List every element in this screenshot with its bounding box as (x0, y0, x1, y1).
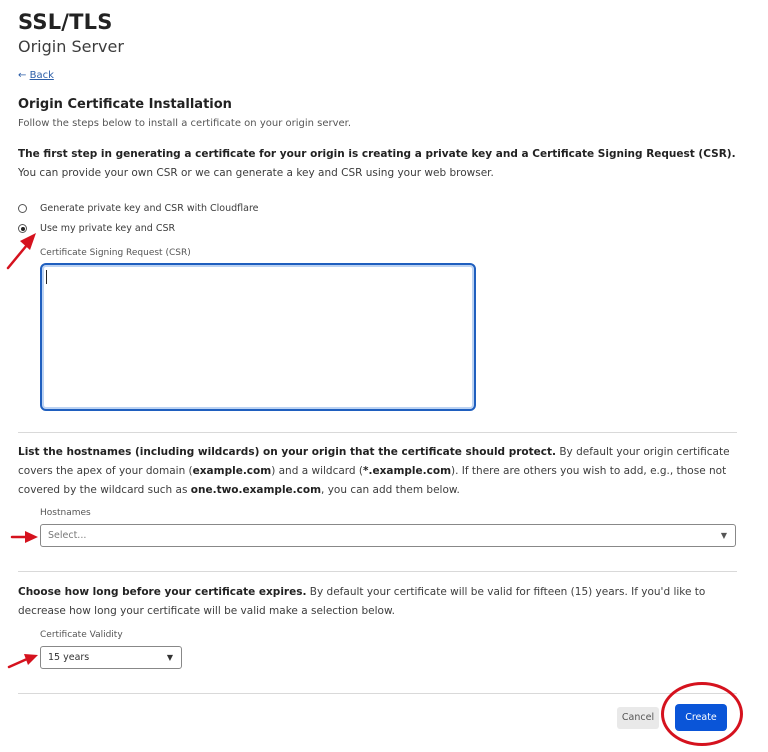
radio-label-generate: Generate private key and CSR with Cloudflare (40, 203, 259, 214)
step1-bold: The first step in generating a certificate for your origin is creating a private key and a Certificate Signing Request (CSR). (18, 148, 736, 160)
hostnames-bold: List the hostnames (including wildcards) on your origin that the certificate should protect. (18, 446, 556, 458)
section-title: Origin Certificate Installation (18, 97, 232, 112)
arrow-icon (8, 233, 36, 268)
chevron-down-icon: ▼ (720, 531, 727, 540)
arrow-icon (9, 654, 38, 667)
create-button[interactable]: Create (675, 704, 727, 731)
validity-rest: By default your certificate will be valid for fifteen (15) years. If you'd like to decrease how long your certificate will be valid make a selection below. (18, 586, 706, 617)
hostname-wildcard: *.example.com (363, 465, 452, 477)
validity-value: 15 years (48, 652, 90, 663)
hostnames-text-1: By default your origin certificate covers the apex of your domain ( (18, 446, 730, 477)
hostnames-text-2: ) and a wildcard ( (271, 465, 364, 477)
radio-label-own: Use my private key and CSR (40, 223, 176, 234)
section-description: Follow the steps below to install a certificate on your origin server. (18, 118, 352, 129)
cancel-button[interactable]: Cancel (617, 707, 659, 729)
hostnames-placeholder: Select... (48, 530, 87, 541)
hostnames-label: Hostnames (40, 508, 91, 518)
hostnames-text-3: ). If there are others you wish to add, e.g., those not covered by the wildcard such as (18, 465, 727, 496)
arrow-icon (12, 531, 38, 543)
back-arrow-icon: ← (18, 70, 27, 81)
page-subtitle: Origin Server (18, 37, 124, 56)
back-link-label: Back (29, 70, 54, 81)
validity-bold: Choose how long before your certificate expires. (18, 586, 307, 598)
step1-rest: You can provide your own CSR or we can generate a key and CSR using your web browser. (18, 167, 494, 179)
validity-label: Certificate Validity (40, 630, 123, 640)
hostname-apex: example.com (192, 465, 272, 477)
hostname-example: one.two.example.com (190, 484, 322, 496)
page-title: SSL/TLS (18, 10, 113, 34)
chevron-down-icon: ▼ (166, 653, 173, 662)
hostnames-text-4: , you can add them below. (321, 484, 460, 496)
csr-label: Certificate Signing Request (CSR) (40, 248, 191, 258)
